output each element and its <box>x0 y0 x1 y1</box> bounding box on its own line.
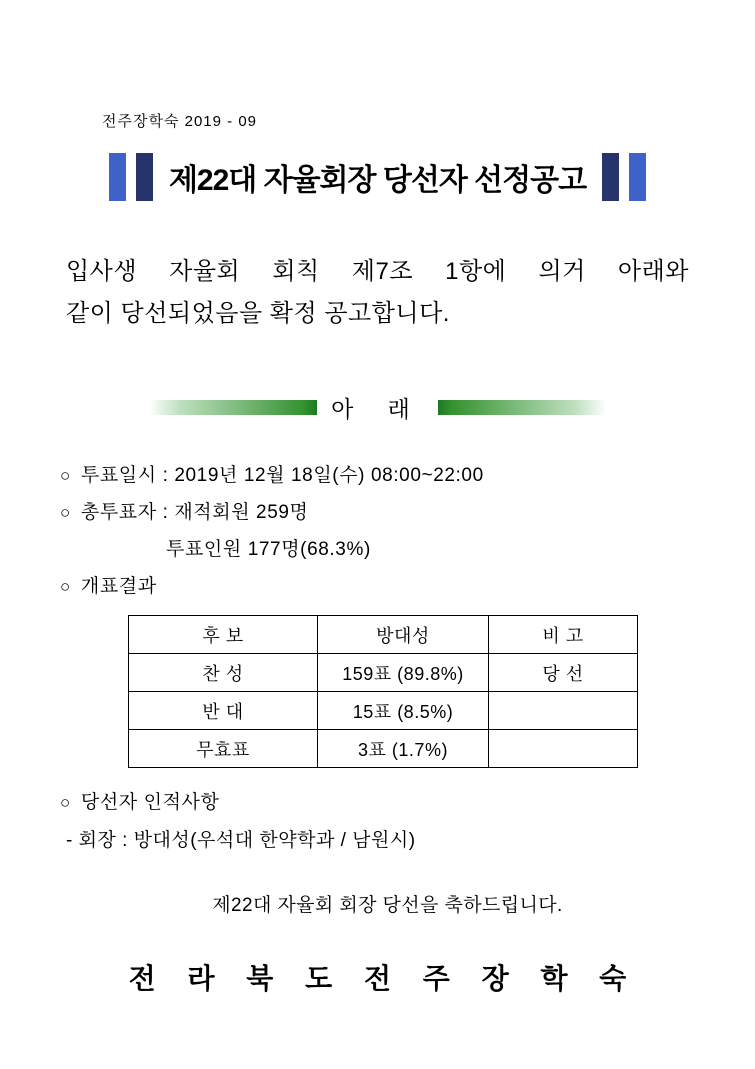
left-blue-bar-icon <box>109 153 126 201</box>
circle-bullet-icon: ○ <box>60 577 71 597</box>
table-cell-invalid-label: 무효표 <box>129 730 318 768</box>
table-header-candidate: 후 보 <box>129 616 318 654</box>
bar-spacer-2 <box>619 177 629 178</box>
divider-label: 아 래 <box>331 395 424 422</box>
table-row <box>129 692 638 730</box>
table-row <box>129 730 638 768</box>
table-cell-approve-label: 찬 성 <box>129 654 318 692</box>
congratulation-message: 제22대 자율회 회장 당선을 축하드립니다. <box>212 895 563 917</box>
table-header-name: 방대성 <box>318 616 489 654</box>
content-list <box>60 457 695 605</box>
table-cell-invalid-remark <box>489 730 638 768</box>
left-navy-bar-icon <box>136 153 153 201</box>
list-item-label: 총투표자 : 재적회원 259명 <box>80 502 309 524</box>
list-item-vote-datetime <box>60 457 695 494</box>
arae-divider <box>60 393 695 421</box>
divider-gradient-left <box>149 400 317 415</box>
elected-detail-line: - 회장 : 방대성(우석대 한약학과 / 남원시) <box>66 830 416 852</box>
circle-bullet-icon: ○ <box>60 793 71 813</box>
intro-paragraph <box>60 251 695 335</box>
table-header-remark: 비 고 <box>489 616 638 654</box>
right-blue-bar-icon <box>629 153 646 201</box>
voter-turnout-line: 투표인원 177명(68.3%) <box>166 539 371 561</box>
intro-line-1: 입사생 자율회 회칙 제7조 1항에 의거 아래와 <box>66 258 689 285</box>
results-table <box>128 615 638 768</box>
list-item-label: 당선자 인적사항 <box>80 792 220 814</box>
table-cell-approve-remark: 당 선 <box>489 654 638 692</box>
circle-bullet-icon: ○ <box>60 466 71 485</box>
page-title: 제22대 자율회장 당선자 선정공고 <box>168 164 587 197</box>
title-banner <box>60 151 695 203</box>
list-item-label: 개표결과 <box>80 576 157 598</box>
table-row <box>129 654 638 692</box>
table-cell-oppose-count: 15표 (8.5%) <box>318 692 489 730</box>
table-cell-oppose-label: 반 대 <box>129 692 318 730</box>
table-cell-invalid-count: 3표 (1.7%) <box>318 730 489 768</box>
divider-gradient-right <box>438 400 606 415</box>
list-item-elected-profile <box>60 784 695 822</box>
table-cell-approve-count: 159표 (89.8%) <box>318 654 489 692</box>
list-item-label: 투표일시 : 2019년 12월 18일(수) 08:00~22:00 <box>80 465 484 486</box>
elected-section <box>60 784 695 860</box>
document-number: 전주장학숙 2019 - 09 <box>102 113 258 130</box>
table-cell-oppose-remark <box>489 692 638 730</box>
list-item-result <box>60 568 695 605</box>
intro-line-2: 같이 당선되었음을 확정 공고합니다. <box>66 300 450 327</box>
list-item-total-voters <box>60 494 695 531</box>
circle-bullet-icon: ○ <box>60 503 71 523</box>
right-navy-bar-icon <box>602 153 619 201</box>
organization-name: 전 라 북 도 전 주 장 학 숙 <box>128 963 639 995</box>
bar-spacer <box>126 177 136 178</box>
table-header-row <box>129 616 638 654</box>
